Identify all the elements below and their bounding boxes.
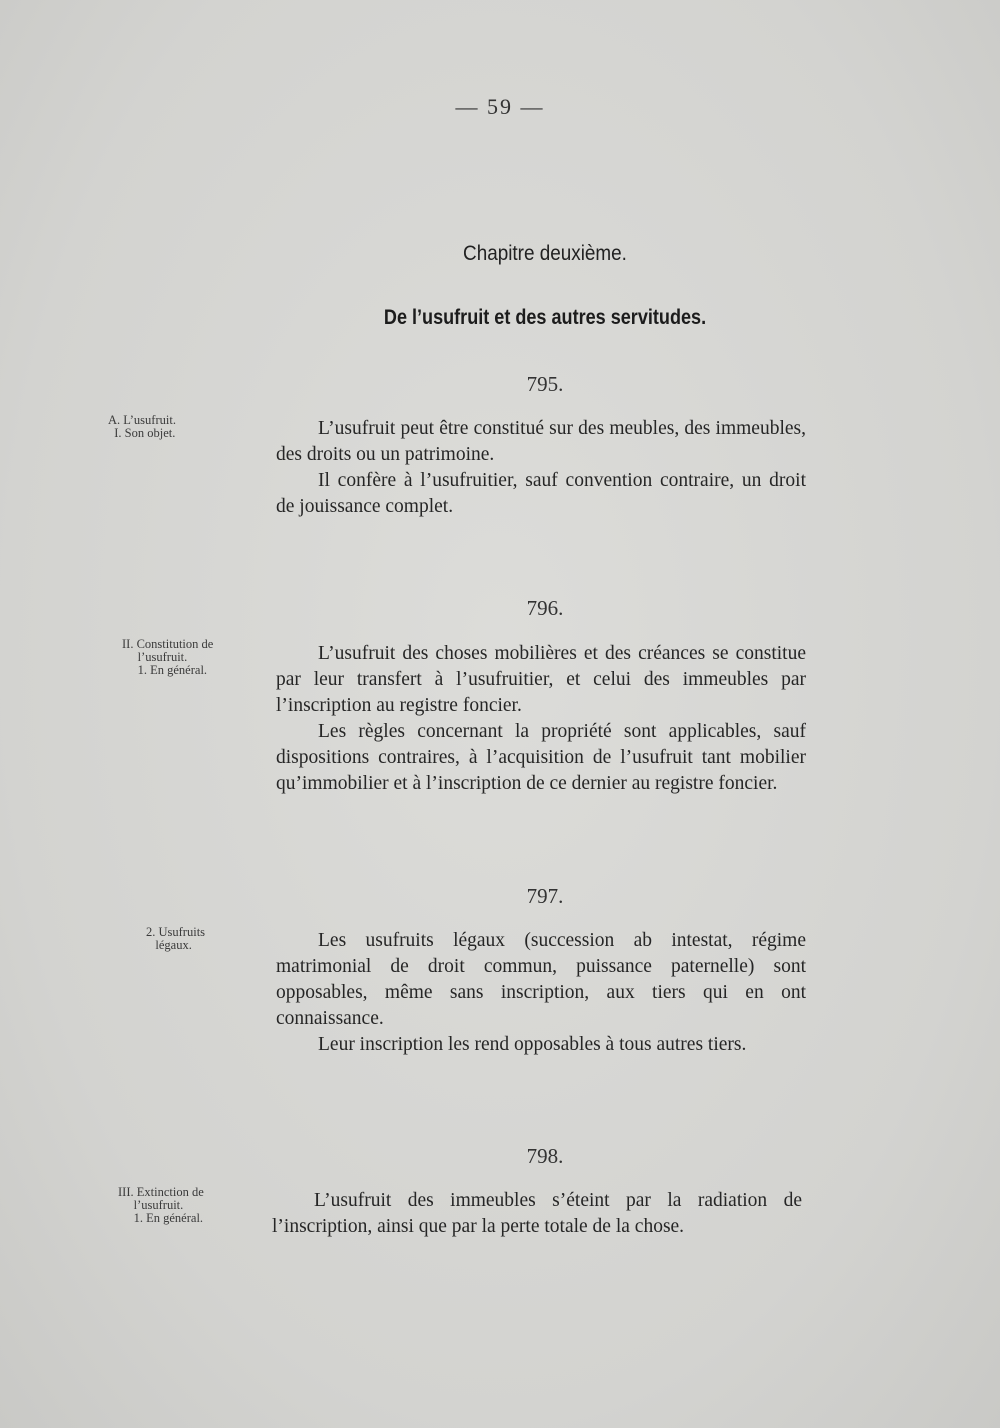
section-title: De l’usufruit et des autres servitudes.: [383, 306, 707, 329]
margin-note-line: 1. En général.: [137, 663, 208, 677]
article-text: [272, 1188, 802, 1240]
margin-note-line: 2. Usufruits: [146, 925, 206, 939]
article-text: [276, 416, 806, 520]
margin-note-line: A. L’usufruit.: [108, 413, 176, 427]
margin-note-line: légaux.: [155, 938, 192, 952]
paragraph: Les règles concernant la propriété sont applicables, sauf dispositions contraires, à l’acquisition de l’usufruit tant mobilier qu’immobilier et à l’inscription de ce dernier au registre foncier.: [276, 721, 806, 794]
article-number: 797.: [526, 884, 564, 908]
paragraph: L’usufruit des immeubles s’éteint par la radiation de l’inscription, ainsi que par la perte totale de la chose.: [272, 1190, 802, 1237]
paragraph: Il confère à l’usufruitier, sauf convention contraire, un droit de jouissance complet.: [276, 470, 806, 517]
margin-note-line: l’usufruit.: [133, 1198, 184, 1212]
margin-note-line: I. Son objet.: [114, 426, 176, 440]
page-number: — 59 —: [455, 94, 545, 119]
article-text: [276, 928, 806, 1058]
article-number: 798.: [526, 1144, 564, 1168]
margin-note: [146, 926, 205, 952]
article-number: 796.: [526, 596, 564, 620]
margin-note: [108, 414, 176, 440]
paragraph: Les usufruits légaux (succession ab intestat, régime matrimonial de droit commun, puissance paternelle) sont opposables, même sans inscription, aux tiers qui en ont connaissance.: [276, 930, 806, 1029]
margin-note-line: II. Constitution de: [122, 637, 214, 651]
chapter-title: Chapitre deuxième.: [463, 242, 627, 265]
margin-note-line: III. Extinction de: [118, 1185, 204, 1199]
article-number: 795.: [526, 372, 564, 396]
margin-note-line: l’usufruit.: [137, 650, 188, 664]
margin-note: [122, 638, 213, 677]
paragraph: L’usufruit peut être constitué sur des meubles, des immeubles, des droits ou un patrimoine.: [276, 418, 806, 465]
paragraph: Leur inscription les rend opposables à tous autres tiers.: [318, 1034, 747, 1055]
article-text: [276, 641, 806, 797]
margin-note: [118, 1186, 204, 1225]
margin-note-line: 1. En général.: [133, 1211, 204, 1225]
paragraph: L’usufruit des choses mobilières et des créances se constitue par leur transfert à l’usufruitier, et celui des immeubles par l’inscription au registre foncier.: [276, 643, 806, 716]
